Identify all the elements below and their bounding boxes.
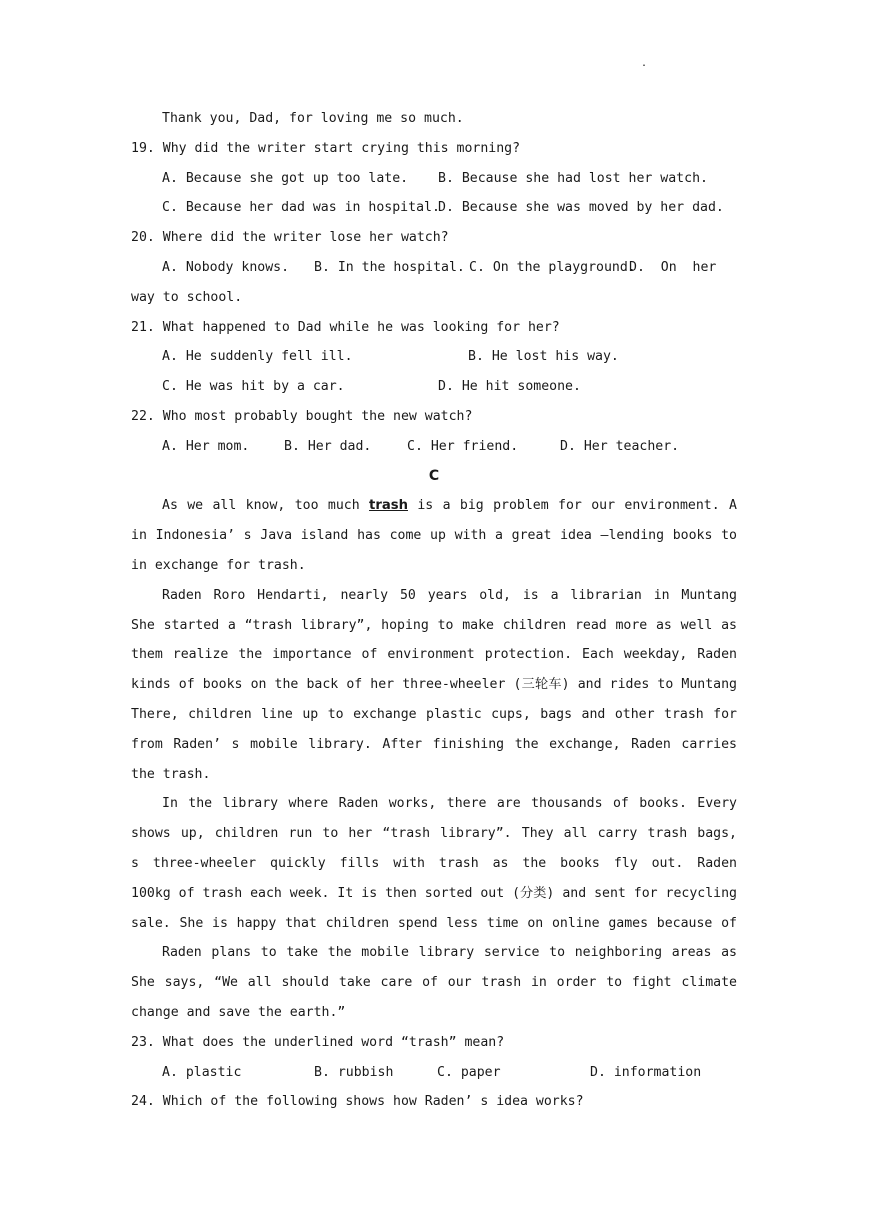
passage-p3-line3: s three-wheeler quickly fills with trash as the books fly out. Raden [131,855,737,871]
section-heading-c: C [428,467,440,484]
option-22-c: C. Her friend. [407,438,519,454]
closing-line: Thank you, Dad, for loving me so much. [162,111,464,126]
question-19-options-ab [131,164,737,194]
document-page [131,104,737,1117]
option-23-a: A. plastic [162,1064,242,1080]
passage-p2-line7: the trash. [131,766,211,782]
question-21-options-ab [131,342,737,372]
question-23-options [131,1058,737,1088]
underlined-word-trash: trash [369,498,408,514]
option-19-d: D. Because she was moved by her dad. [438,200,724,216]
passage-p2-line5: There, children line up to exchange plastic cups, bags and other trash for [131,706,737,722]
passage-p1-line2: in Indonesia’ s Java island has come up with a great idea —lending books to [131,528,737,544]
passage-p2-line3: them realize the importance of environment protection. Each weekday, Raden [131,647,737,663]
option-23-b: B. rubbish [314,1064,394,1080]
passage-p2-line2: She started a “trash library”, hoping to make children read more as well as [131,617,737,633]
option-22-b: B. Her dad. [284,438,372,454]
option-23-c: C. paper [437,1064,501,1080]
question-19-options-cd [131,193,737,223]
question-23: 23. What does the underlined word “trash” mean? [131,1034,505,1050]
option-21-b: B. He lost his way. [468,349,619,365]
passage-p1-line3: in exchange for trash. [131,557,306,573]
question-21-options-cd [131,372,737,402]
question-20: 20. Where did the writer lose her watch? [131,230,449,246]
option-22-a: A. Her mom. [162,438,250,454]
option-22-d: D. Her teacher. [560,438,680,454]
option-19-c: C. Because her dad was in hospital. [162,200,440,216]
option-19-b: B. Because she had lost her watch. [438,170,708,186]
passage-p4-line2: She says, “We all should take care of our trash in order to fight climate [131,975,737,991]
passage-p1-line1 [131,491,737,521]
passage-p3-line2: shows up, children run to her “trash library”. They all carry trash bags, [131,826,737,842]
question-24: 24. Which of the following shows how Raden’ s idea works? [131,1094,584,1110]
question-20-options [131,253,737,283]
option-20-b: B. In the hospital. [314,259,465,275]
passage-p2-line4: kinds of books on the back of her three-wheeler (三轮车) and rides to Muntang [131,677,737,693]
passage-p2-line1: Raden Roro Hendarti, nearly 50 years old, is a librarian in Muntang [162,587,737,603]
option-20-c: C. On the playground. [469,259,636,275]
header-dot: . [641,58,648,69]
option-20-d-continued: way to school. [131,289,243,305]
text-run: is a big problem for our environment. A [417,498,737,514]
question-22: 22. Who most probably bought the new watch? [131,408,473,424]
option-21-a: A. He suddenly fell ill. [162,349,353,365]
question-22-options [131,432,737,462]
passage-p4-line1: Raden plans to take the mobile library service to neighboring areas as [162,945,737,961]
text-run: As we all know, too much [162,498,370,514]
passage-p2-line6: from Raden’ s mobile library. After finishing the exchange, Raden carries [131,736,737,752]
passage-p3-line1: In the library where Raden works, there are thousands of books. Every [162,796,737,812]
option-21-c: C. He was hit by a car. [162,379,345,395]
passage-p3-line5: sale. She is happy that children spend less time on online games because of [131,915,737,931]
question-19: 19. Why did the writer start crying this morning? [131,140,521,156]
option-20-a: A. Nobody knows. [162,259,290,275]
option-19-a: A. Because she got up too late. [162,170,409,186]
option-23-d: D. information [590,1064,702,1080]
passage-p4-line3: change and save the earth.” [131,1004,346,1020]
question-21: 21. What happened to Dad while he was looking for her? [131,319,560,335]
option-20-d: D. On her [629,259,717,275]
option-21-d: D. He hit someone. [438,379,581,395]
passage-p3-line4: 100kg of trash each week. It is then sorted out (分类) and sent for recycling [131,885,737,901]
